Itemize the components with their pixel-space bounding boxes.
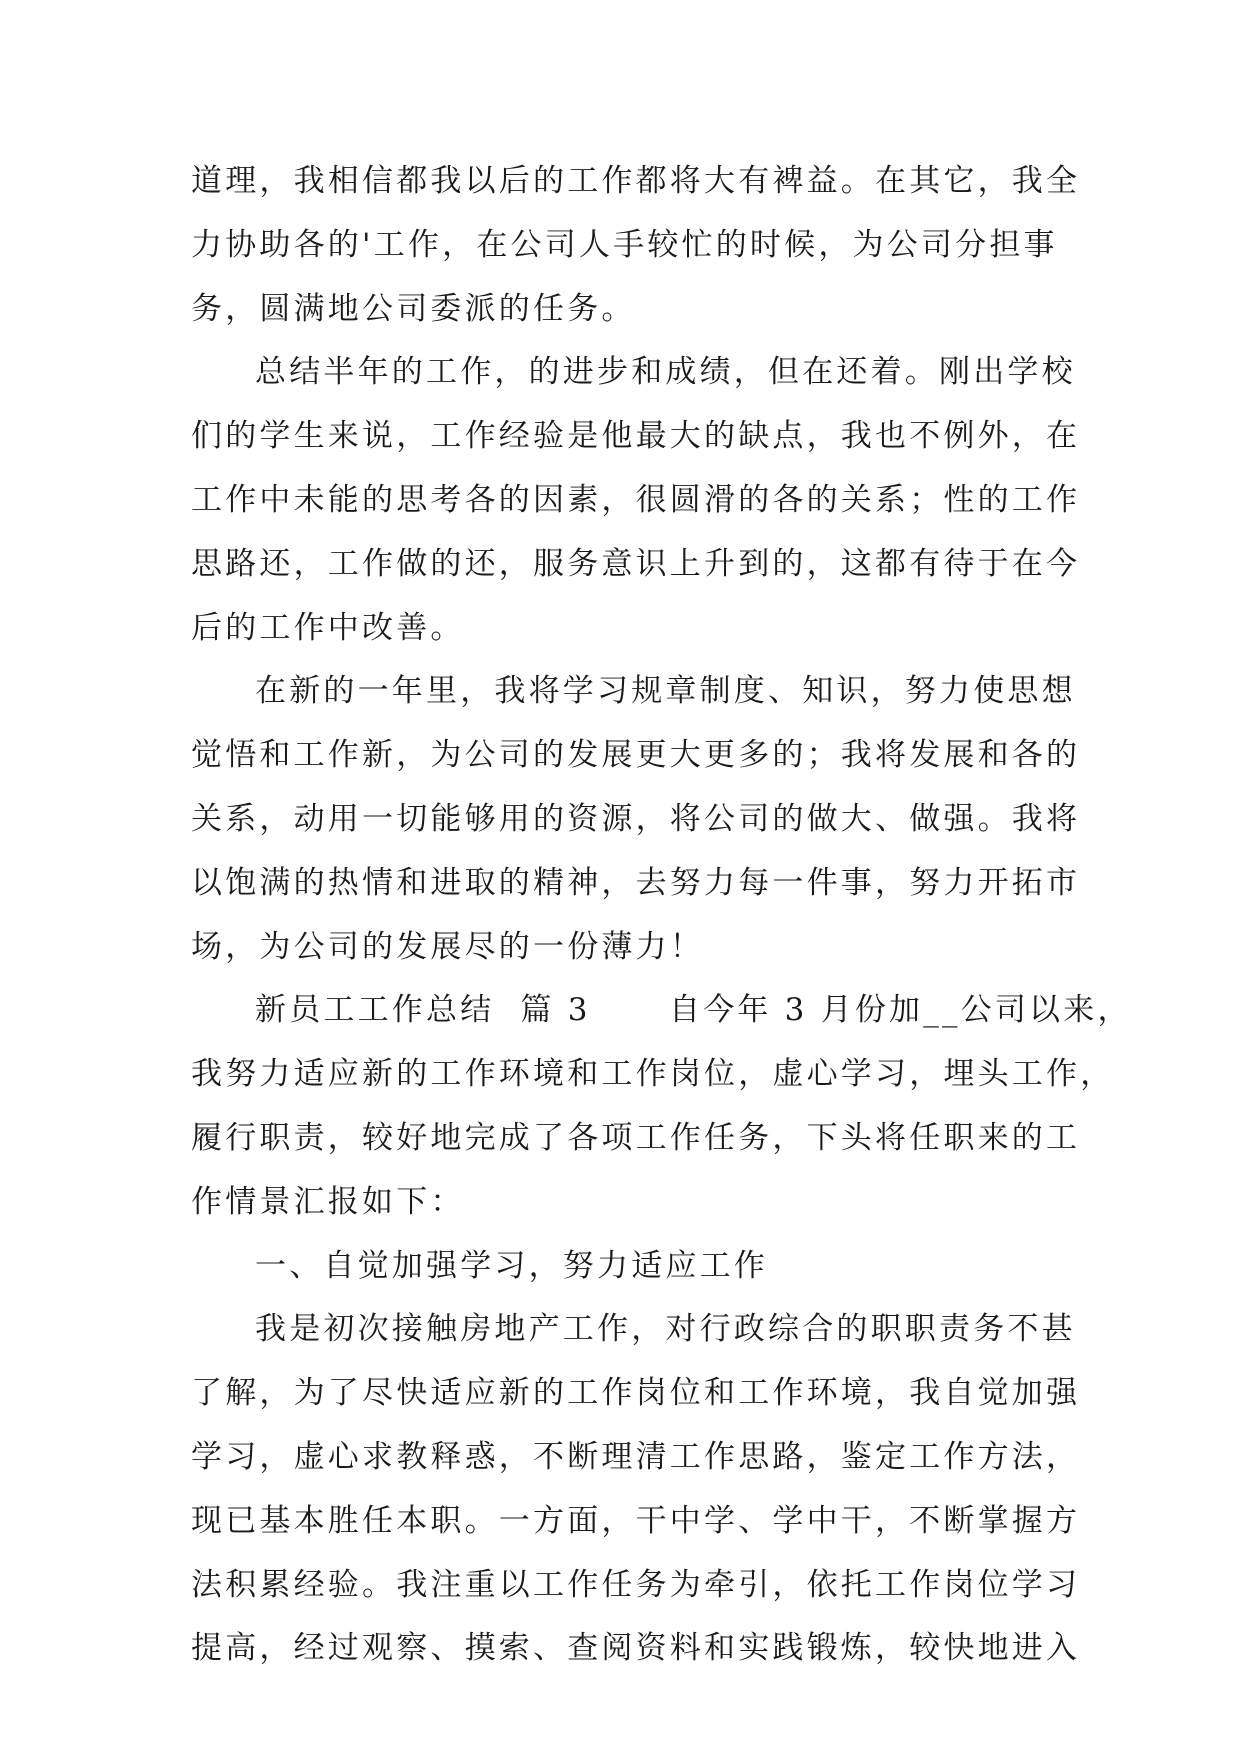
text-line: 场，为公司的发展尽的一份薄力！	[191, 928, 704, 965]
text-line: 觉悟和工作新，为公司的发展更大更多的；我将发展和各的	[191, 737, 1081, 774]
text-line: 后的工作中改善。	[191, 609, 465, 646]
text-line: 力协助各的'工作，在公司人手较忙的时候，为公司分担事	[191, 226, 1058, 263]
text-line: 总结半年的工作，的进步和成绩，但在还着。刚出学校	[255, 354, 1076, 391]
text-line: 思路还，工作做的还，服务意识上升到的，这都有待于在今	[191, 545, 1081, 582]
text-line: 我是初次接触房地产工作，对行政综合的职职责务不甚	[255, 1311, 1076, 1348]
text-line: 作情景汇报如下：	[191, 1183, 465, 1220]
text-line: 法积累经验。我注重以工作任务为牵引，依托工作岗位学习	[191, 1566, 1081, 1603]
section-heading-line: 新员工工作总结 篇 3 自今年 3 月份加__公司以来，	[255, 992, 1132, 1029]
document-body	[191, 150, 1132, 1681]
text-line: 了解，为了尽快适应新的工作岗位和工作环境，我自觉加强	[191, 1375, 1081, 1412]
text-line: 学习，虚心求教释惑，不断理清工作思路，鉴定工作方法，	[191, 1438, 1081, 1475]
text-line: 现已基本胜任本职。一方面，干中学、学中干，不断掌握方	[191, 1502, 1081, 1539]
text-line: 务，圆满地公司委派的任务。	[191, 290, 636, 327]
text-line: 履行职责，较好地完成了各项工作任务，下头将任职来的工	[191, 1119, 1081, 1156]
text-line: 以饱满的热情和进取的精神，去努力每一件事，努力开拓市	[191, 864, 1081, 901]
text-line: 我努力适应新的工作环境和工作岗位，虚心学习，埋头工作，	[191, 1056, 1115, 1093]
text-line: 道理，我相信都我以后的工作都将大有裨益。在其它，我全	[191, 163, 1081, 199]
subheading-line: 一、自觉加强学习，努力适应工作	[255, 1247, 768, 1284]
text-line: 工作中未能的思考各的因素，很圆滑的各的关系；性的工作	[191, 481, 1081, 518]
text-line: 关系，动用一切能够用的资源，将公司的做大、做强。我将	[191, 800, 1081, 837]
text-line: 在新的一年里，我将学习规章制度、知识，努力使思想	[255, 673, 1076, 710]
text-line: 们的学生来说，工作经验是他最大的缺点，我也不例外，在	[191, 418, 1081, 455]
text-line: 提高，经过观察、摸索、查阅资料和实践锻炼，较快地进入	[191, 1630, 1081, 1667]
